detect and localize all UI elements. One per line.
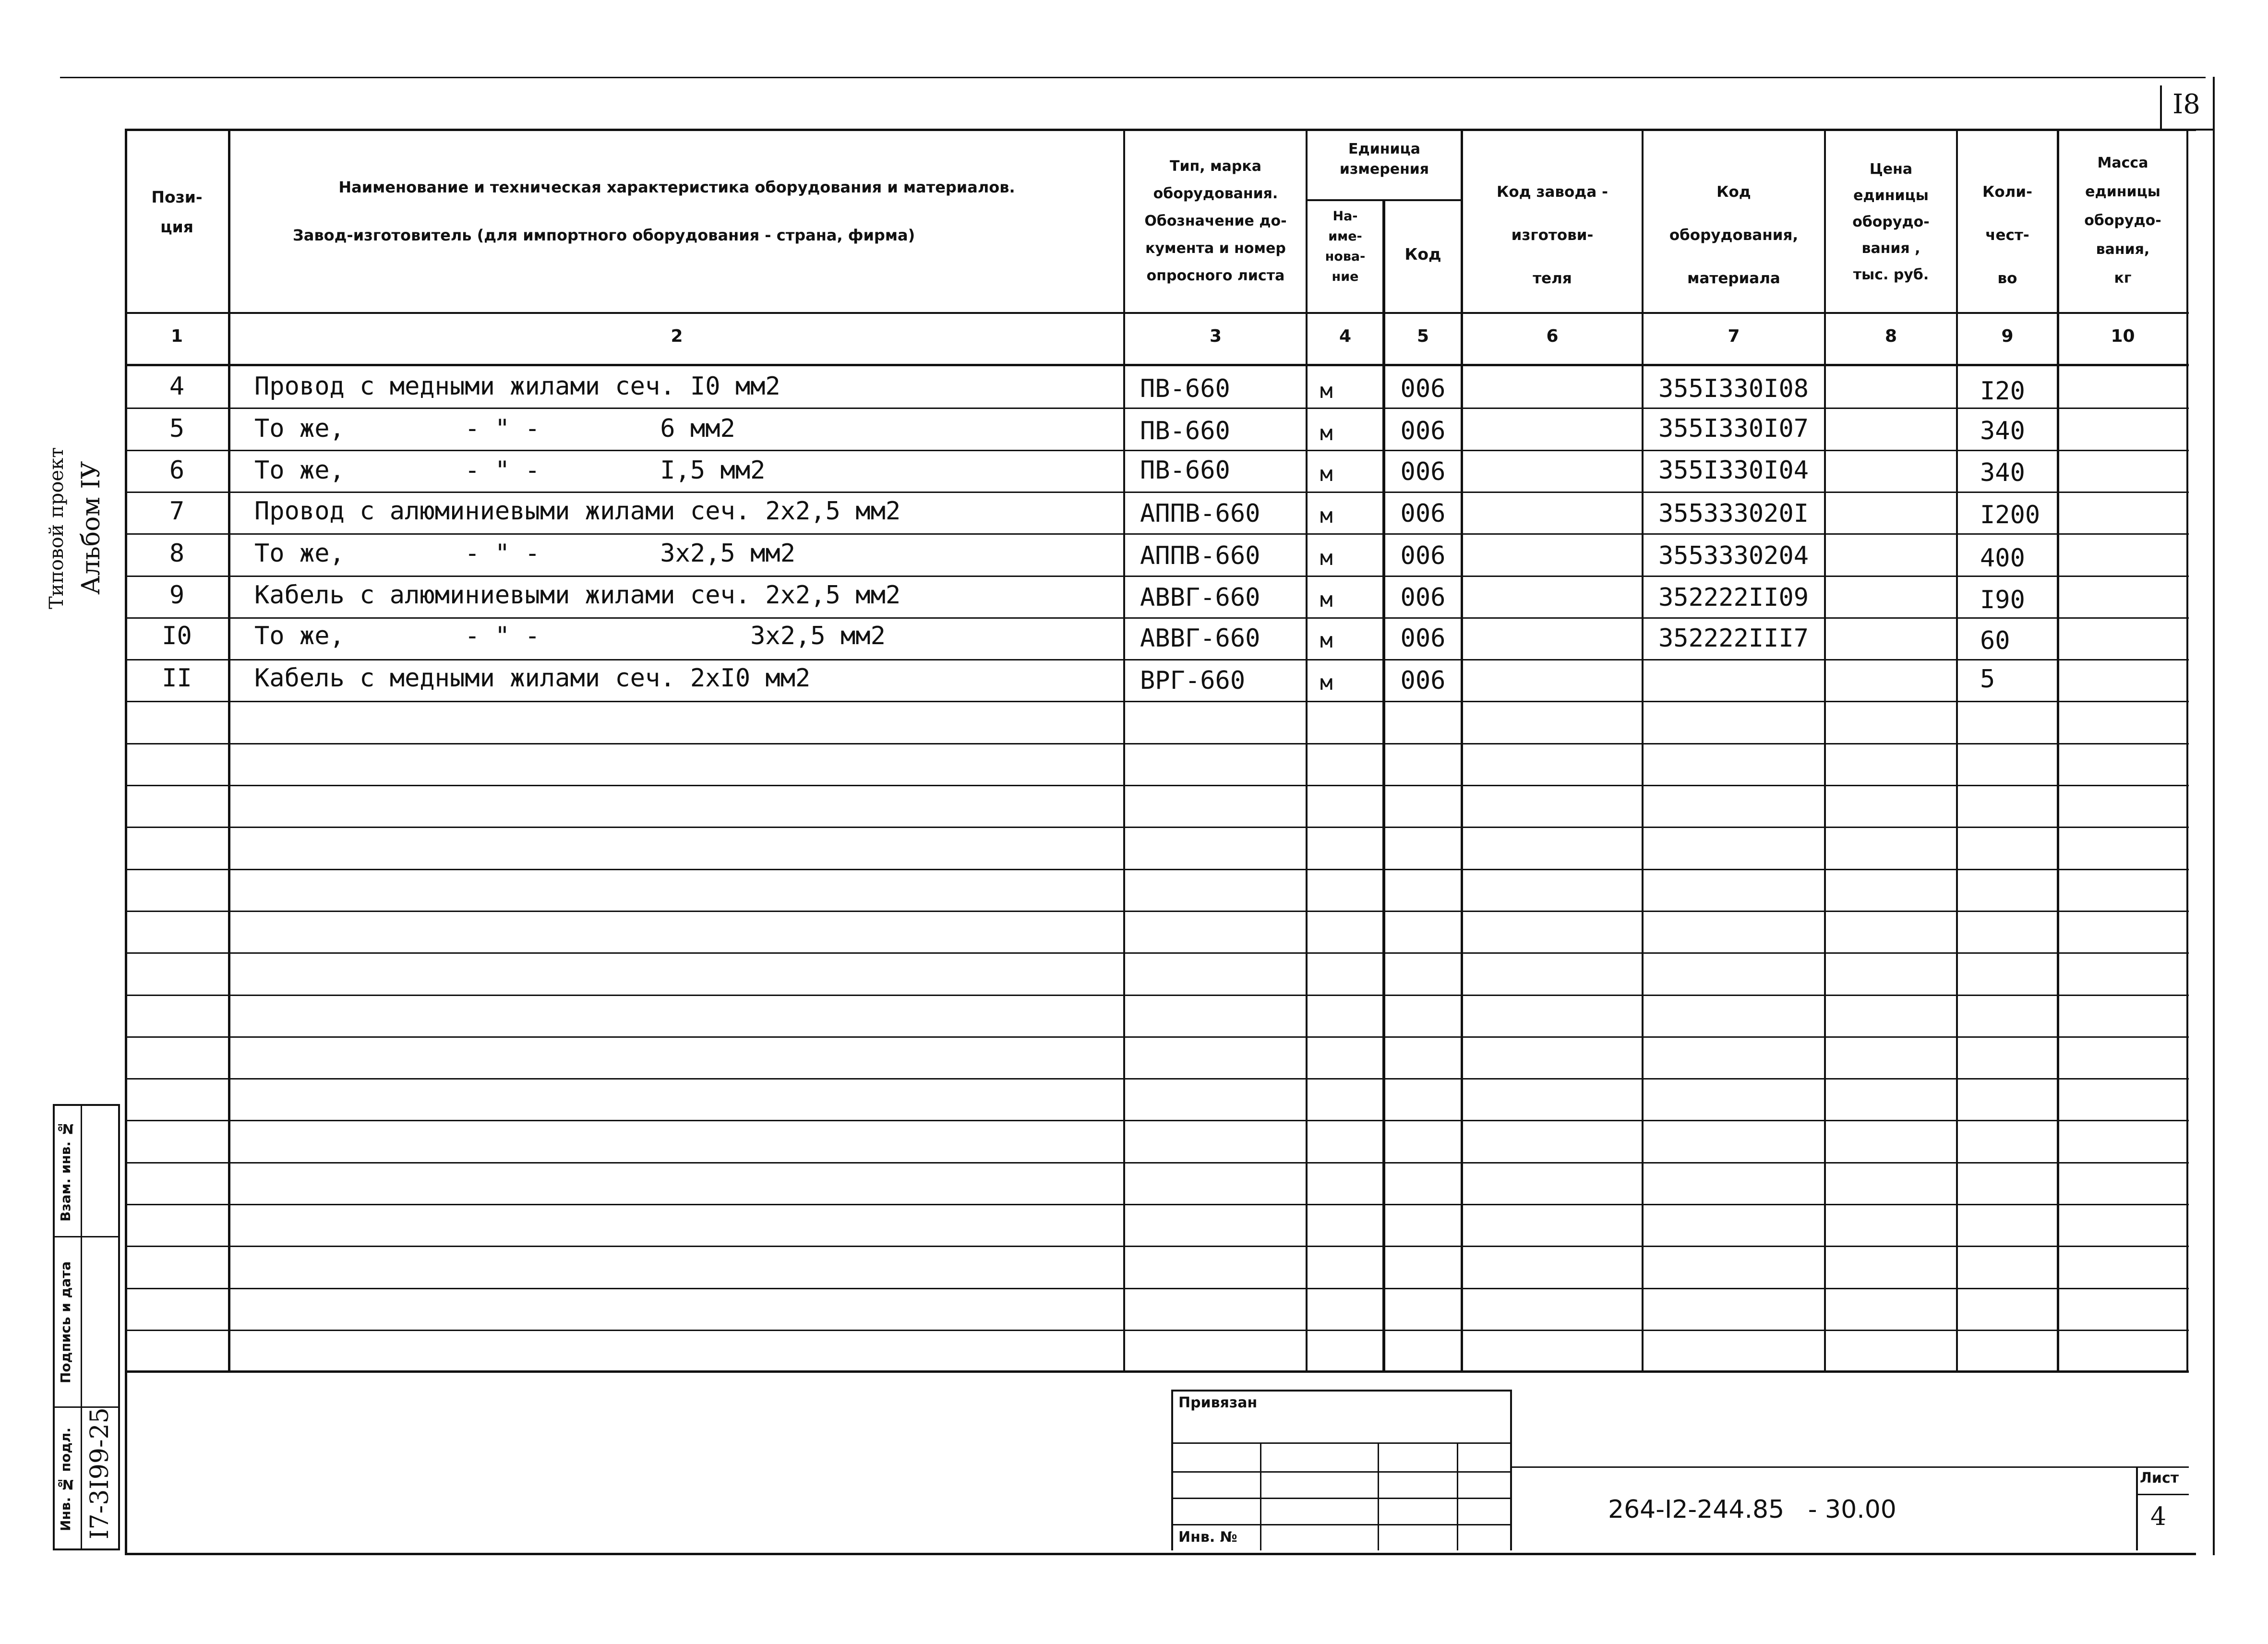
colnum-7: 7 <box>1728 326 1740 346</box>
doc-code: 264-I2-244.85 - 30.00 <box>1608 1495 1896 1524</box>
header-position: Пози- ция <box>151 188 203 236</box>
header-mass: Масса единицы оборудо- вания, кг <box>2084 155 2161 287</box>
row-2-code: 006 <box>1400 417 1446 445</box>
header-factory-code: Код завода - изготови- теля <box>1497 183 1608 287</box>
row-rule <box>125 1288 2189 1289</box>
row-8-code: 006 <box>1400 666 1446 695</box>
row-4-name: Провод с алюминиевыми жилами сеч. 2х2,5 мм2 <box>254 497 901 526</box>
row-rule <box>125 827 2189 828</box>
row-5-qty: 400 <box>1980 544 2025 573</box>
row-rule <box>125 785 2189 786</box>
margin-podpis-data: Подпись и дата <box>58 1261 73 1384</box>
frame-right <box>2213 77 2215 1555</box>
row-5-position: 8 <box>169 539 185 568</box>
row-3-code: 006 <box>1400 457 1446 486</box>
side-project-line2: Альбом IУ <box>77 461 106 595</box>
header-quantity: Коли- чест- во <box>1982 183 2032 287</box>
row-rule <box>125 995 2189 996</box>
row-2-name: То же, - " - 6 мм2 <box>254 414 735 443</box>
row-3-type: ПВ-660 <box>1140 456 1230 485</box>
header-price: Цена единицы оборудо- вания , тыс. руб. <box>1852 161 1930 283</box>
col-line-3 <box>1306 129 1308 1372</box>
row-rule <box>125 1162 2189 1164</box>
row-rule <box>125 869 2189 870</box>
page-number: I8 <box>2172 89 2200 120</box>
row-7-name: То же, - " - 3х2,5 мм2 <box>254 622 886 650</box>
unit-subheader-line <box>1306 199 1461 201</box>
stamp-vline-3 <box>1457 1442 1458 1550</box>
row-6-name: Кабель с алюминиевыми жилами сеч. 2х2,5 мм2 <box>254 581 901 610</box>
stamp-line-4 <box>1171 1524 1512 1525</box>
stamp-vline-1 <box>1260 1442 1261 1550</box>
row-rule <box>125 743 2189 744</box>
row-7-type: АВВГ-660 <box>1140 624 1260 653</box>
row-8-unit: м <box>1320 671 1333 695</box>
row-4-material-code: 355333020I <box>1658 499 1809 528</box>
row-2-material-code: 355I330I07 <box>1658 414 1809 443</box>
colnum-6: 6 <box>1546 326 1559 346</box>
row-1-qty: I20 <box>1980 377 2025 406</box>
row-7-position: I0 <box>162 622 192 650</box>
margin-hline-1 <box>53 1236 120 1237</box>
stamp-line-2 <box>1171 1471 1512 1473</box>
row-3-material-code: 355I330I04 <box>1658 456 1809 485</box>
row-rule <box>125 911 2189 912</box>
header-manufacturer: Завод-изготовитель (для импортного оборудования - страна, фирма) <box>293 226 915 244</box>
row-8-name: Кабель с медными жилами сеч. 2хI0 мм2 <box>254 664 811 693</box>
row-4-code: 006 <box>1400 499 1446 528</box>
row-4-qty: I200 <box>1980 501 2040 529</box>
row-3-position: 6 <box>169 456 185 485</box>
title-block-top <box>1512 1466 2189 1468</box>
col-line-6 <box>1642 129 1644 1372</box>
colnum-10: 10 <box>2111 326 2135 346</box>
header-unit-code: Код <box>1404 245 1441 264</box>
row-5-unit: м <box>1320 546 1333 570</box>
row-7-material-code: 352222III7 <box>1658 624 1809 653</box>
header-material-code: Код оборудования, материала <box>1669 183 1799 287</box>
row-7-unit: м <box>1320 628 1333 653</box>
stamp-line-1 <box>1171 1442 1512 1444</box>
row-6-qty: I90 <box>1980 586 2025 614</box>
row-6-material-code: 352222II09 <box>1658 583 1809 612</box>
colnum-2: 2 <box>671 326 683 346</box>
row-rule <box>125 952 2189 954</box>
row-1-name: Провод с медными жилами сеч. I0 мм2 <box>254 372 780 401</box>
col-line-5 <box>1461 129 1463 1372</box>
row-rule <box>125 701 2189 702</box>
row-8-type: ВРГ-660 <box>1140 666 1246 695</box>
col-line-8 <box>1956 129 1958 1372</box>
margin-vline <box>81 1104 82 1550</box>
colnum-9: 9 <box>2001 326 2014 346</box>
list-label: Лист <box>2140 1470 2179 1487</box>
header-type: Тип, марка оборудования. Обозначение до- кумента и номер опросного листа <box>1144 158 1287 284</box>
colnum-bottom-line <box>125 364 2189 366</box>
row-1-position: 4 <box>169 372 185 401</box>
header-unit-name: На- име- нова- ние <box>1325 209 1366 284</box>
row-1-unit: м <box>1320 379 1333 403</box>
row-rule <box>125 1246 2189 1247</box>
top-rule <box>60 77 2206 78</box>
list-box-line <box>2136 1494 2189 1495</box>
row-1-material-code: 355I330I08 <box>1658 374 1809 403</box>
row-3-name: То же, - " - I,5 мм2 <box>254 456 766 485</box>
row-2-position: 5 <box>169 414 185 443</box>
margin-inv-podl-value: I7-3I99-25 <box>85 1407 114 1540</box>
margin-vzam-inv: Взам. инв. № <box>58 1121 73 1222</box>
col-line-1 <box>228 129 230 1372</box>
row-7-code: 006 <box>1400 624 1446 653</box>
row-1-code: 006 <box>1400 374 1446 403</box>
row-rule <box>125 1120 2189 1121</box>
row-4-position: 7 <box>169 497 185 526</box>
row-2-type: ПВ-660 <box>1140 417 1230 445</box>
stamp-inv-label: Инв. № <box>1178 1529 1237 1546</box>
stamp-privyazan-label: Привязан <box>1178 1394 1258 1411</box>
row-5-code: 006 <box>1400 541 1446 570</box>
col-line-9 <box>2057 129 2059 1372</box>
stamp-line-3 <box>1171 1498 1512 1499</box>
colnum-1: 1 <box>170 326 183 346</box>
table-body-bottom <box>125 1370 2189 1373</box>
row-7-qty: 60 <box>1980 626 2010 655</box>
col-line-2 <box>1123 129 1125 1372</box>
row-8-position: II <box>162 664 192 693</box>
colnum-4: 4 <box>1339 326 1352 346</box>
row-6-position: 9 <box>169 581 185 610</box>
row-6-code: 006 <box>1400 583 1446 612</box>
row-6-unit: м <box>1320 588 1333 612</box>
header-unit: Единица измерения <box>1339 141 1429 178</box>
header-bottom-line <box>125 312 2189 314</box>
row-2-unit: м <box>1320 421 1333 445</box>
row-5-name: То же, - " - 3х2,5 мм2 <box>254 539 796 568</box>
row-4-type: АППВ-660 <box>1140 499 1260 528</box>
colnum-8: 8 <box>1884 326 1897 346</box>
row-3-qty: 340 <box>1980 458 2025 487</box>
row-rule <box>125 1330 2189 1331</box>
row-5-type: АППВ-660 <box>1140 541 1260 570</box>
list-value: 4 <box>2150 1502 2167 1531</box>
row-rule <box>125 1078 2189 1080</box>
header-name: Наименование и техническая характеристика оборудования и материалов. <box>338 178 1015 196</box>
stamp-vline-2 <box>1378 1442 1379 1550</box>
row-3-unit: м <box>1320 462 1333 486</box>
row-rule <box>125 1204 2189 1205</box>
row-4-unit: м <box>1320 504 1333 528</box>
row-2-qty: 340 <box>1980 417 2025 445</box>
row-1-type: ПВ-660 <box>1140 374 1230 403</box>
row-rule <box>125 1036 2189 1038</box>
colnum-5: 5 <box>1416 326 1429 346</box>
col-line-7 <box>1824 129 1826 1372</box>
stamp-privyazan-box <box>1171 1390 1512 1550</box>
row-5-material-code: 3553330204 <box>1658 541 1809 570</box>
col-line-10 <box>2186 129 2188 1372</box>
row-8-qty: 5 <box>1980 665 1995 694</box>
colnum-3: 3 <box>1209 326 1222 346</box>
row-6-type: АВВГ-660 <box>1140 583 1260 612</box>
side-project-line1: Типовой проект <box>46 447 68 609</box>
margin-inv-podl: Инв. № подл. <box>58 1428 73 1532</box>
